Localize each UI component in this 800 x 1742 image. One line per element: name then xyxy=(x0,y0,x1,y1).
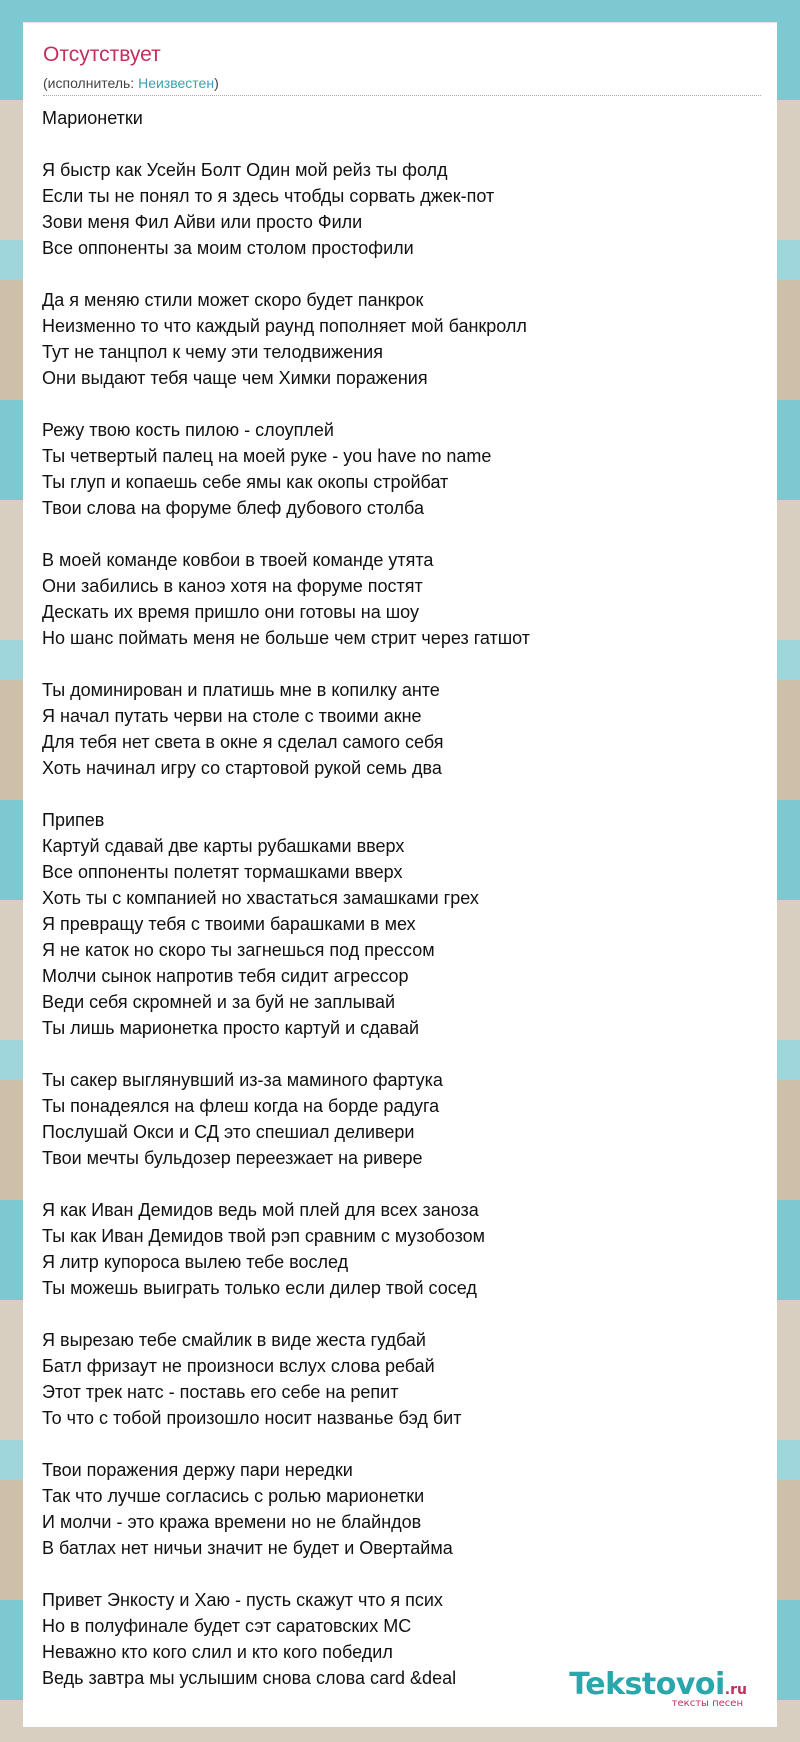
artist-suffix: ) xyxy=(214,75,219,91)
lyric-line: Ты можешь выиграть только если дилер твой сосед xyxy=(42,1278,477,1298)
lyric-line: Я литр купороса вылею тебе вослед xyxy=(42,1252,349,1272)
lyric-line: Этот трек натс - поставь его себе на репит xyxy=(42,1382,399,1402)
stanza-gap xyxy=(42,1431,762,1457)
stanza-gap xyxy=(42,391,762,417)
logo-wordmark: Tekstovoi xyxy=(569,1667,725,1702)
lyric-line: Все оппоненты полетят тормашками вверх xyxy=(42,862,403,882)
lyric-line: Так что лучше согласись с ролью марионетки xyxy=(42,1486,425,1506)
lyric-line: Ведь завтра мы услышим снова слова card &deal xyxy=(42,1668,457,1688)
lyric-line: Ты как Иван Демидов твой рэп сравним с музобозом xyxy=(42,1226,486,1246)
stanza-gap xyxy=(42,1301,762,1327)
lyric-line: Ты лишь марионетка просто картуй и сдавай xyxy=(42,1018,420,1038)
lyric-line: Батл фризаут не произноси вслух слова ребай xyxy=(42,1356,435,1376)
lyric-line: Если ты не понял то я здесь чтобды сорвать джек-пот xyxy=(42,186,495,206)
artist-line xyxy=(43,75,219,91)
logo-tagline: тексты песен xyxy=(671,1698,743,1709)
lyric-line: Я превращу тебя с твоими барашками в мех xyxy=(42,914,416,934)
lyric-line: Привет Энкосту и Хаю - пусть скажут что я псих xyxy=(42,1590,443,1610)
lyric-line: Припев xyxy=(42,810,105,830)
lyric-line: Неизменно то что каждый раунд пополняет мой банкролл xyxy=(42,316,527,336)
lyric-line: Я начал путать черви на столе с твоими акне xyxy=(42,706,422,726)
stanza-gap xyxy=(42,651,762,677)
lyric-line: Да я меняю стили может скоро будет панкрок xyxy=(42,290,424,310)
lyric-line: В батлах нет ничьи значит не будет и Овертайма xyxy=(42,1538,453,1558)
lyric-line: Ты доминирован и платишь мне в копилку анте xyxy=(42,680,440,700)
lyric-line: Ты понадеялся на флеш когда на борде радуга xyxy=(42,1096,440,1116)
lyric-line: Неважно кто кого слил и кто кого победил xyxy=(42,1642,393,1662)
lyric-line: Я вырезаю тебе смайлик в виде жеста гудбай xyxy=(42,1330,426,1350)
lyric-line: Зови меня Фил Айви или просто Фили xyxy=(42,212,363,232)
lyric-line: Хоть ты с компанией но хвастаться замашками грех xyxy=(42,888,479,908)
lyric-line: Они забились в каноэ хотя на форуме постят xyxy=(42,576,423,596)
lyric-line: Хоть начинал игру со стартовой рукой семь два xyxy=(42,758,442,778)
lyric-line: В моей команде ковбои в твоей команде утята xyxy=(42,550,434,570)
lyric-line: Ты сакер выглянувший из-за маминого фартука xyxy=(42,1070,443,1090)
stanza-gap xyxy=(42,261,762,287)
lyric-line: Марионетки xyxy=(42,108,143,128)
lyric-line: Я как Иван Демидов ведь мой плей для всех заноза xyxy=(42,1200,479,1220)
lyric-line: Веди себя скромней и за буй не заплывай xyxy=(42,992,396,1012)
stanza-gap xyxy=(42,1171,762,1197)
lyrics-text xyxy=(42,105,762,1691)
lyric-line: Я быстр как Усейн Болт Один мой рейз ты фолд xyxy=(42,160,448,180)
lyric-line: Для тебя нет света в окне я сделал самого себя xyxy=(42,732,444,752)
stanza-gap xyxy=(42,1041,762,1067)
site-logo[interactable] xyxy=(569,1667,747,1709)
lyric-line: Тут не танцпол к чему эти телодвижения xyxy=(42,342,383,362)
stanza-gap xyxy=(42,131,762,157)
lyric-line: Режу твою кость пилою - слоуплей xyxy=(42,420,334,440)
lyric-line: То что с тобой произошло носит названье бэд бит xyxy=(42,1408,462,1428)
song-title: Отсутствует xyxy=(43,43,161,66)
lyric-line: Я не каток но скоро ты загнешься под прессом xyxy=(42,940,435,960)
dotted-divider xyxy=(43,95,761,96)
lyric-line: Твои поражения держу пари нередки xyxy=(42,1460,353,1480)
lyric-line: Дескать их время пришло они готовы на шоу xyxy=(42,602,419,622)
lyric-line: Ты глуп и копаешь себе ямы как окопы стройбат xyxy=(42,472,449,492)
stanza-gap xyxy=(42,521,762,547)
lyric-line: Ты четвертый палец на моей руке - you have no name xyxy=(42,446,492,466)
lyric-line: Твои мечты бульдозер переезжает на ривере xyxy=(42,1148,423,1168)
logo-tld: .ru xyxy=(724,1682,747,1698)
lyric-line: Картуй сдавай две карты рубашками вверх xyxy=(42,836,405,856)
stanza-gap xyxy=(42,1561,762,1587)
lyric-line: Послушай Окси и СД это спешиал деливери xyxy=(42,1122,415,1142)
stanza-gap xyxy=(42,781,762,807)
lyric-line: Они выдают тебя чаще чем Химки поражения xyxy=(42,368,428,388)
lyric-line: Но в полуфинале будет сэт саратовских MC xyxy=(42,1616,412,1636)
lyric-line: Но шанс поймать меня не больше чем стрит через гатшот xyxy=(42,628,531,648)
lyric-line: Все оппоненты за моим столом простофили xyxy=(42,238,414,258)
lyric-line: И молчи - это кража времени но не блайндов xyxy=(42,1512,422,1532)
artist-prefix: (исполнитель: xyxy=(43,75,139,91)
lyric-line: Молчи сынок напротив тебя сидит агрессор xyxy=(42,966,409,986)
lyric-line: Твои слова на форуме блеф дубового столба xyxy=(42,498,424,518)
artist-link[interactable]: Неизвестен xyxy=(138,75,215,91)
lyrics-card xyxy=(23,22,777,1727)
